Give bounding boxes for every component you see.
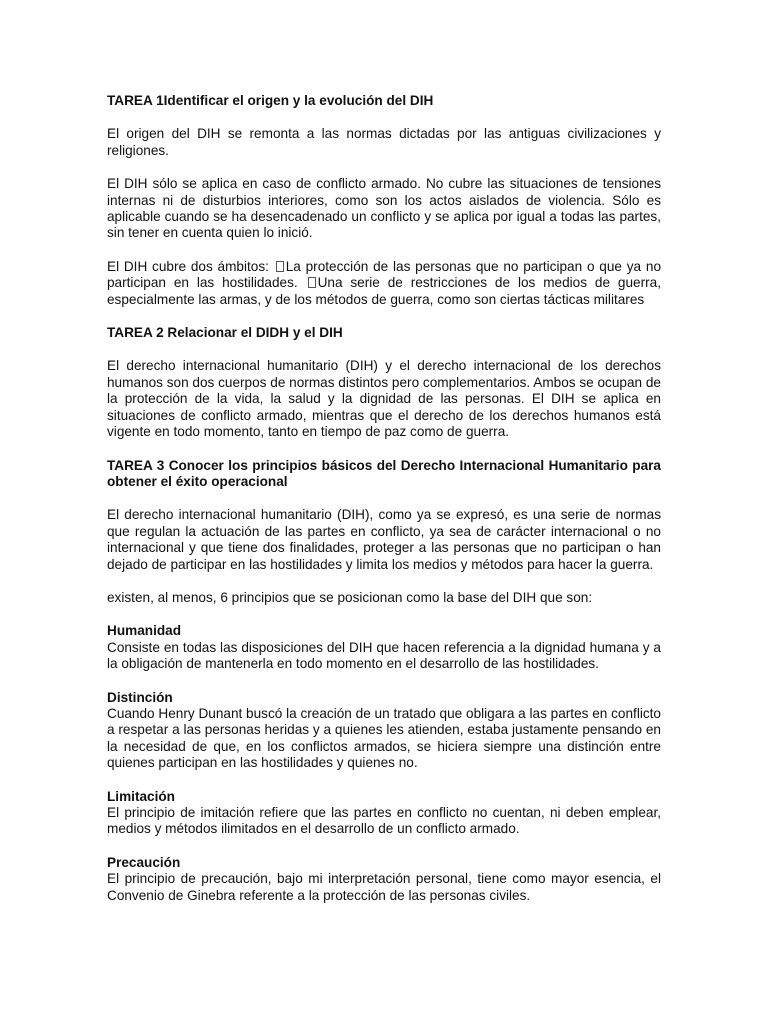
principle-limitacion — [107, 789, 661, 838]
tarea1-paragraph-origin: El origen del DIH se remonta a las normas dictadas por las antiguas civilizaciones y religiones. — [107, 126, 661, 158]
principle-title: Limitación — [107, 788, 175, 804]
document-page — [107, 93, 661, 921]
scope-restrictions: Una serie de restricciones de los medios de guerra, especialmente las armas, y de los métodos de guerra, como son ciertas tácticas militares — [107, 275, 661, 307]
tarea2-heading: TAREA 2 Relacionar el DIDH y el DIH — [107, 325, 343, 341]
principle-title: Precaución — [107, 854, 181, 870]
tarea1-heading: TAREA 1Identificar el origen y la evolución del DIH — [107, 93, 434, 108]
principle-body: Cuando Henry Dunant buscó la creación de un tratado que obligara a las partes en conflicto a respetar a las personas heridas y a quienes les atienden, estaba justamente pensando en la necesidad de que, en los conflictos armados, se hiciera siempre una distinción entre quienes participan en las hostilidades y quienes no. — [107, 705, 661, 771]
scopes-intro: El DIH cubre dos ámbitos: — [107, 258, 274, 274]
principle-body: El principio de precaución, bajo mi interpretación personal, tiene como mayor esencia, el Convenio de Ginebra referente a la protección de las personas civiles. — [107, 871, 661, 903]
missing-bullet-icon — [276, 261, 284, 272]
principle-body: Consiste en todas las disposiciones del DIH que hacen referencia a la dignidad humana y a la obligación de mantenerla en todo momento en el desarrollo de las hostilidades. — [107, 639, 661, 672]
principle-humanidad — [107, 623, 661, 672]
tarea3-paragraph-principles-intro: existen, al menos, 6 principios que se posicionan como la base del DIH que son: — [107, 589, 593, 605]
tarea1-paragraph-application: El DIH sólo se aplica en caso de conflicto armado. No cubre las situaciones de tensiones internas ni de disturbios interiores, como son los actos aislados de violencia. Sólo es aplicable cuando se ha desencadenado un conflicto y se aplica por igual a todas las partes, sin tener en cuenta quien lo inició. — [107, 176, 661, 241]
principle-body: El principio de imitación refiere que las partes en conflicto no cuentan, ni deben emplear, medios y métodos ilimitados en el desarrollo de un conflicto armado. — [107, 805, 661, 837]
principle-precaucion — [107, 855, 661, 904]
principle-title: Distinción — [107, 689, 173, 705]
tarea3-heading: TAREA 3 Conocer los principios básicos del Derecho Internacional Humanitario para obtener el éxito operacional — [107, 457, 661, 489]
tarea3-paragraph-definition: El derecho internacional humanitario (DIH), como ya se expresó, es una serie de normas que regulan la actuación de las partes en conflicto, ya sea de carácter internacional o no internacional y que tiene dos finalidades, proteger a las personas que no participan o han dejado de participar en las hostilidades y limita los medios y métodos para hacer la guerra. — [107, 507, 661, 572]
tarea2-paragraph: El derecho internacional humanitario (DIH) y el derecho internacional de los derechos humanos son dos cuerpos de normas distintos pero complementarios. Ambos se ocupan de la protección de la vida, la salud y la dignidad de las personas. El DIH se aplica en situaciones de conflicto armado, mientras que el derecho de los derechos humanos está vigente en todo momento, tanto en tiempo de paz como de guerra. — [107, 358, 661, 440]
principle-title: Humanidad — [107, 623, 182, 639]
missing-bullet-icon — [308, 277, 316, 288]
principle-distincion — [107, 690, 661, 772]
scope-protection: La protección de las personas que no participan o que ya no participan en las hostilidades. — [107, 258, 661, 291]
tarea1-paragraph-scopes — [107, 259, 661, 308]
